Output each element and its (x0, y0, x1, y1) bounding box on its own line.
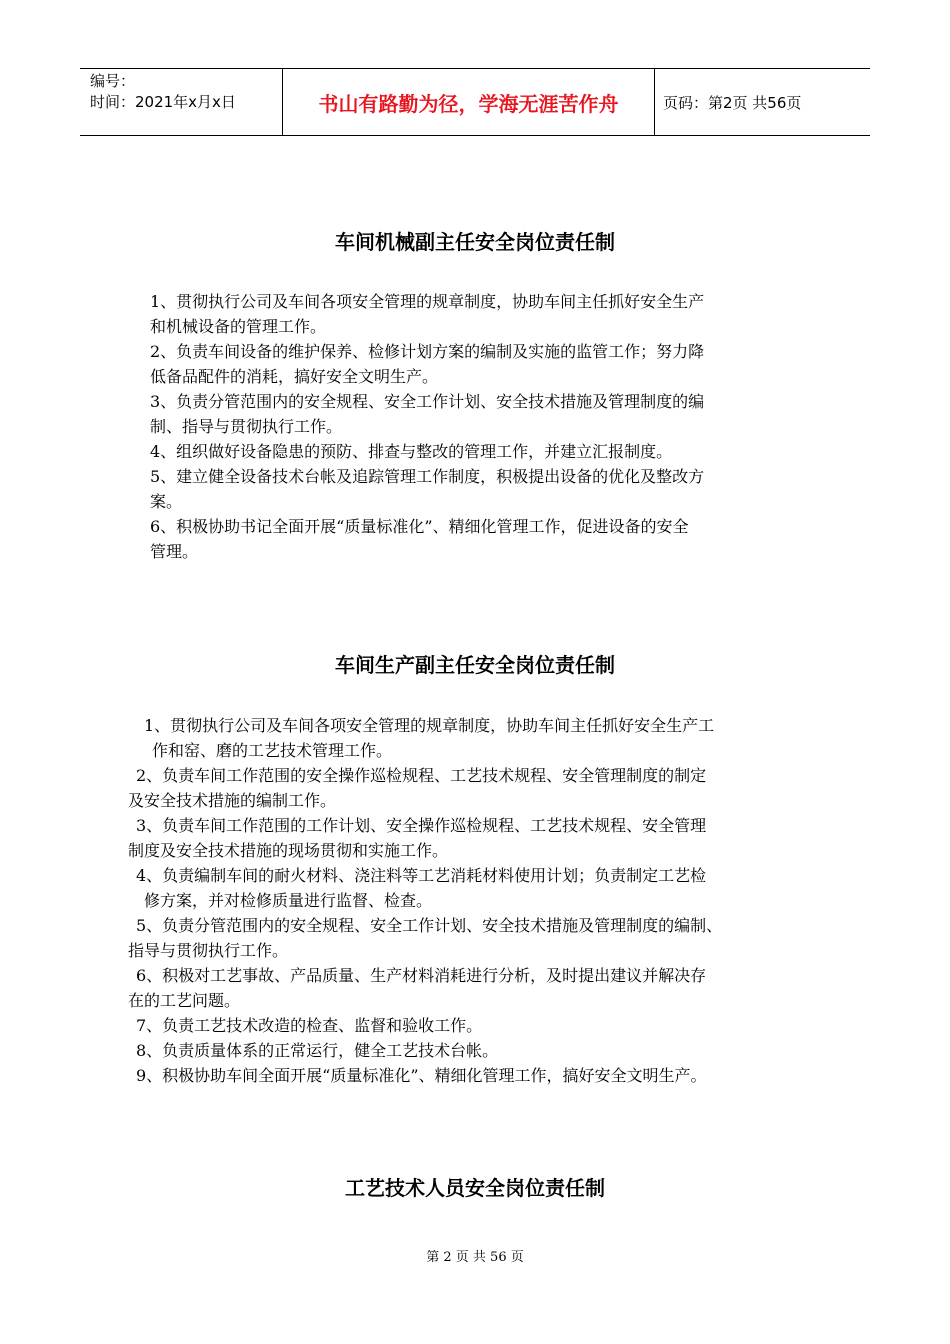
list-item: 1、贯彻执行公司及车间各项安全管理的规章制度，协助车间主任抓好安全生产工 作和窑、磨的工艺技术管理工作。 (144, 716, 715, 760)
header-info (80, 69, 283, 135)
page-header (80, 68, 870, 136)
list-item: 9、积极协助车间全面开展“质量标准化”、精细化管理工作，搞好安全文明生产。 (136, 1066, 707, 1085)
number-label: 编号： (90, 72, 136, 90)
section-title: 工艺技术人员安全岗位责任制 (345, 1176, 605, 1200)
list-item: 2、负责车间工作范围的安全操作巡检规程、工艺技术规程、安全管理制度的制定 及安全技术措施的编制工作。 (128, 766, 707, 810)
list-item: 6、积极协助书记全面开展“质量标准化”、精细化管理工作，促进设备的安全 管理。 (150, 517, 689, 561)
list-item: 5、负责分管范围内的安全规程、安全工作计划、安全技术措施及管理制度的编制、 指导与贯彻执行工作。 (128, 916, 723, 960)
list-item: 4、组织做好设备隐患的预防、排查与整改的管理工作，并建立汇报制度。 (150, 442, 673, 461)
section-title: 车间机械副主任安全岗位责任制 (335, 230, 615, 254)
section-title: 车间生产副主任安全岗位责任制 (335, 653, 615, 677)
list-item: 3、负责车间工作范围的工作计划、安全操作巡检规程、工艺技术规程、安全管理 制度及安全技术措施的现场贯彻和实施工作。 (128, 816, 707, 860)
list-item: 6、积极对工艺事故、产品质量、生产材料消耗进行分析，及时提出建议并解决存 在的工艺问题。 (128, 966, 707, 1010)
list-item: 4、负责编制车间的耐火材料、浇注料等工艺消耗材料使用计划；负责制定工艺检 修方案，并对检修质量进行监督、检查。 (136, 866, 707, 910)
list-item: 5、建立健全设备技术台帐及追踪管理工作制度，积极提出设备的优化及整改方 案。 (150, 467, 705, 511)
list-item: 1、贯彻执行公司及车间各项安全管理的规章制度，协助车间主任抓好安全生产 和机械设备的管理工作。 (150, 292, 705, 336)
page-label: 页码：第2页 共56页 (663, 93, 802, 112)
list-item: 2、负责车间设备的维护保养、检修计划方案的编制及实施的监管工作；努力降 低备品配件的消耗，搞好安全文明生产。 (150, 342, 705, 386)
list-item: 7、负责工艺技术改造的检查、监督和验收工作。 (136, 1016, 483, 1035)
motto: 书山有路勤为径，学海无涯苦作舟 (283, 69, 655, 135)
time-label: 时间：2021年x月x日 (90, 93, 236, 111)
list-item: 3、负责分管范围内的安全规程、安全工作计划、安全技术措施及管理制度的编 制、指导与贯彻执行工作。 (150, 392, 705, 436)
page-footer: 第 2 页 共 56 页 (426, 1250, 524, 1265)
list-item: 8、负责质量体系的正常运行，健全工艺技术台帐。 (136, 1041, 499, 1060)
